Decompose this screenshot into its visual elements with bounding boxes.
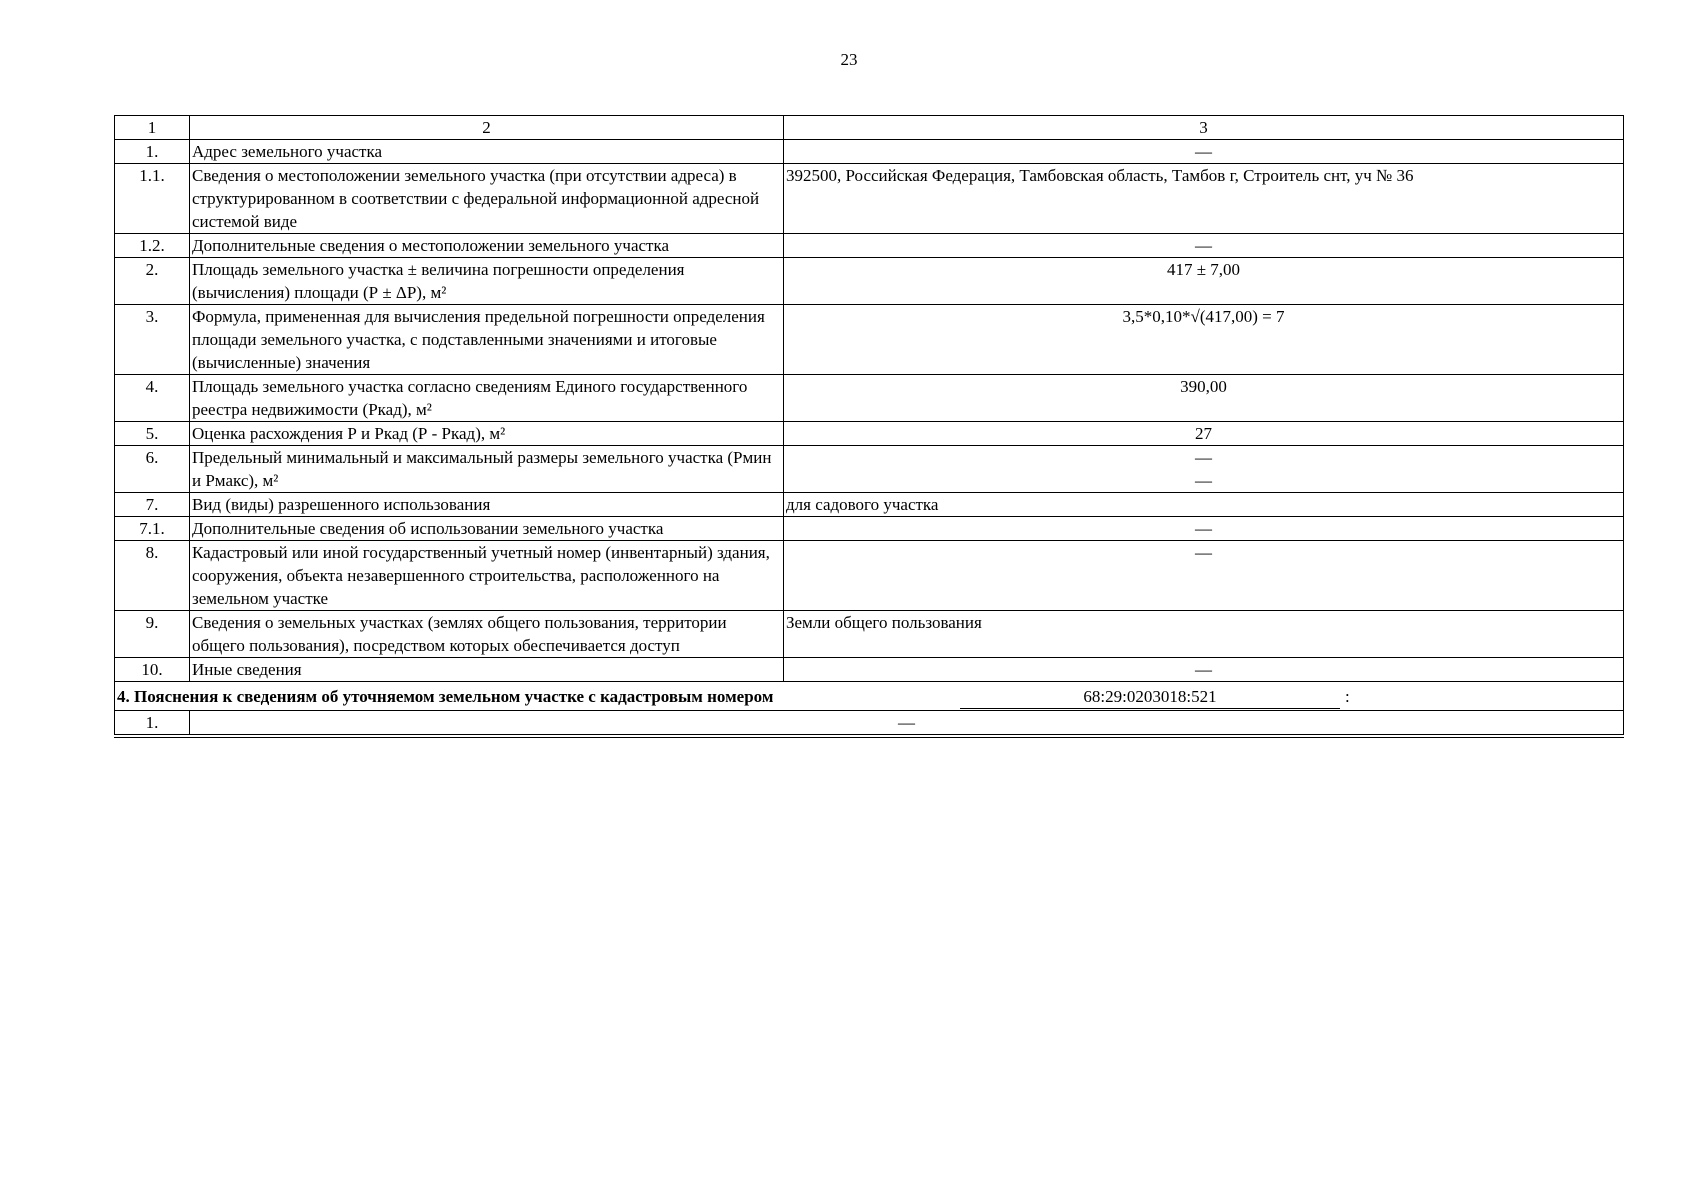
row-value: для садового участка — [784, 493, 1624, 517]
row-label: Сведения о местоположении земельного участка (при отсутствии адреса) в структурированном в соответствии с федеральной информационной адресной системой виде — [190, 164, 784, 234]
row-value: — — [190, 711, 1624, 737]
section-4-header-row — [115, 682, 1624, 711]
row-number: 9. — [115, 611, 190, 658]
land-plot-info-table — [114, 115, 1624, 738]
table-header-row — [115, 116, 1624, 140]
row-number: 2. — [115, 258, 190, 305]
row-label: Площадь земельного участка ± величина погрешности определения (вычисления) площади (Р ± ΔР), м² — [190, 258, 784, 305]
row-label: Формула, примененная для вычисления предельной погрешности определения площади земельного участка, с подставленными значениями и итоговые (вычисленные) значения — [190, 305, 784, 375]
table-row — [115, 541, 1624, 611]
row-value: — — [784, 517, 1624, 541]
section-4-header — [115, 682, 1624, 711]
row-value: — — [784, 234, 1624, 258]
row-label: Оценка расхождения Р и Ркад (Р - Ркад), м² — [190, 422, 784, 446]
table-row — [115, 611, 1624, 658]
row-label: Предельный минимальный и максимальный размеры земельного участка (Рмин и Рмакс), м² — [190, 446, 784, 493]
page-number: 23 — [840, 50, 858, 69]
row-value: — — [784, 658, 1624, 682]
row-number: 7. — [115, 493, 190, 517]
max-size-value: — — [1195, 471, 1212, 490]
table-row — [115, 375, 1624, 422]
row-label: Адрес земельного участка — [190, 140, 784, 164]
row-value — [784, 446, 1624, 493]
row-value: 390,00 — [784, 375, 1624, 422]
row-number: 5. — [115, 422, 190, 446]
row-number: 8. — [115, 541, 190, 611]
table-row — [115, 140, 1624, 164]
row-label: Иные сведения — [190, 658, 784, 682]
table-row — [115, 422, 1624, 446]
row-label: Вид (виды) разрешенного использования — [190, 493, 784, 517]
header-col-2: 2 — [190, 116, 784, 140]
row-value: 417 ± 7,00 — [784, 258, 1624, 305]
row-number: 7.1. — [115, 517, 190, 541]
row-label: Кадастровый или иной государственный учетный номер (инвентарный) здания, сооружения, объекта незавершенного строительства, расположенного на земельном участке — [190, 541, 784, 611]
row-number: 3. — [115, 305, 190, 375]
header-col-3: 3 — [784, 116, 1624, 140]
min-size-value: — — [1195, 448, 1212, 467]
table-row — [115, 493, 1624, 517]
table-row — [115, 711, 1624, 737]
table-row — [115, 234, 1624, 258]
table-row — [115, 517, 1624, 541]
row-value: Земли общего пользования — [784, 611, 1624, 658]
row-number: 1.2. — [115, 234, 190, 258]
row-label: Сведения о земельных участках (землях общего пользования, территории общего пользования), посредством которых обеспечивается доступ — [190, 611, 784, 658]
row-label: Площадь земельного участка согласно сведениям Единого государственного реестра недвижимости (Ркад), м² — [190, 375, 784, 422]
row-value: — — [784, 140, 1624, 164]
header-col-1: 1 — [115, 116, 190, 140]
table-row — [115, 305, 1624, 375]
row-number: 6. — [115, 446, 190, 493]
table-row — [115, 258, 1624, 305]
row-number: 10. — [115, 658, 190, 682]
table-row — [115, 446, 1624, 493]
table-row — [115, 658, 1624, 682]
row-number: 4. — [115, 375, 190, 422]
row-value: 3,5*0,10*√(417,00) = 7 — [784, 305, 1624, 375]
cadastral-colon: : — [1345, 687, 1350, 706]
row-value: 27 — [784, 422, 1624, 446]
row-value: — — [784, 541, 1624, 611]
row-number: 1. — [115, 140, 190, 164]
row-number: 1. — [115, 711, 190, 737]
row-value: 392500, Российская Федерация, Тамбовская область, Тамбов г, Строитель снт, уч № 36 — [784, 164, 1624, 234]
row-label: Дополнительные сведения об использовании земельного участка — [190, 517, 784, 541]
table-row — [115, 164, 1624, 234]
section-4-title: 4. Пояснения к сведениям об уточняемом земельном участке с кадастровым номером — [117, 687, 774, 706]
cadastral-number: 68:29:0203018:521 — [960, 685, 1340, 709]
row-label: Дополнительные сведения о местоположении земельного участка — [190, 234, 784, 258]
row-number: 1.1. — [115, 164, 190, 234]
